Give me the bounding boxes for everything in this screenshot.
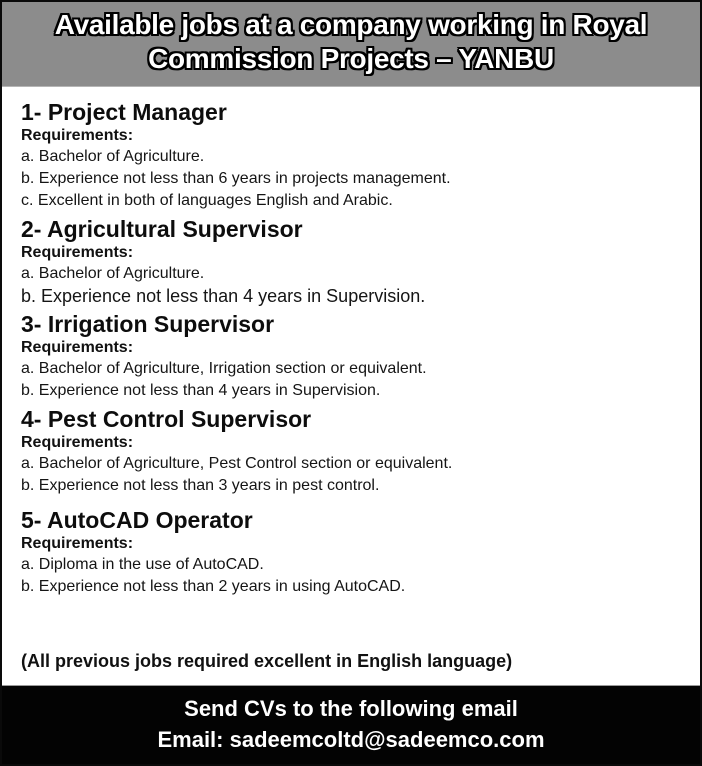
email-link[interactable]: sadeemcoltd@sadeemco.com [229, 727, 545, 752]
english-language-note: (All previous jobs required excellent in English language) [21, 651, 513, 671]
job-pest-control-supervisor [21, 405, 690, 497]
requirement-item: a. Bachelor of Agriculture. [21, 148, 205, 165]
requirements-label: Requirements: [21, 244, 134, 261]
job-title: 1- Project Manager [21, 99, 227, 125]
requirement-item: a. Bachelor of Agriculture, Pest Control section or equivalent. [21, 455, 453, 472]
job-title: 4- Pest Control Supervisor [21, 406, 312, 432]
contact-footer [2, 685, 700, 764]
requirement-item: a. Bachelor of Agriculture. [21, 265, 205, 282]
header-banner [2, 2, 700, 87]
requirement-item: c. Excellent in both of languages English and Arabic. [21, 192, 393, 209]
job-title: 3- Irrigation Supervisor [21, 311, 275, 337]
requirement-item: b. Experience not less than 3 years in pest control. [21, 477, 380, 494]
header-title-line2: Commission Projects – YANBU [148, 43, 554, 74]
job-project-manager [21, 98, 690, 212]
job-agricultural-supervisor [21, 215, 690, 307]
job-irrigation-supervisor [21, 310, 690, 402]
requirement-item: b. Experience not less than 2 years in using AutoCAD. [21, 578, 406, 595]
job-autocad-operator [21, 506, 690, 598]
header-title-line1: Available jobs at a company working in Royal [54, 9, 648, 40]
requirements-label: Requirements: [21, 339, 134, 356]
requirements-label: Requirements: [21, 434, 134, 451]
requirements-label: Requirements: [21, 535, 134, 552]
requirement-item: a. Bachelor of Agriculture, Irrigation section or equivalent. [21, 360, 427, 377]
email-line [2, 724, 700, 755]
requirement-item: b. Experience not less than 4 years in Supervision. [21, 382, 381, 399]
requirement-item: b. Experience not less than 6 years in projects management. [21, 170, 451, 187]
requirement-item: b. Experience not less than 4 years in Supervision. [21, 286, 426, 306]
job-title: 2- Agricultural Supervisor [21, 216, 303, 242]
email-label: Email: [157, 727, 230, 752]
requirements-label: Requirements: [21, 127, 134, 144]
requirement-item: a. Diploma in the use of AutoCAD. [21, 556, 264, 573]
jobs-list [21, 98, 690, 601]
send-cv-instruction: Send CVs to the following email [184, 696, 518, 721]
job-title: 5- AutoCAD Operator [21, 507, 253, 533]
